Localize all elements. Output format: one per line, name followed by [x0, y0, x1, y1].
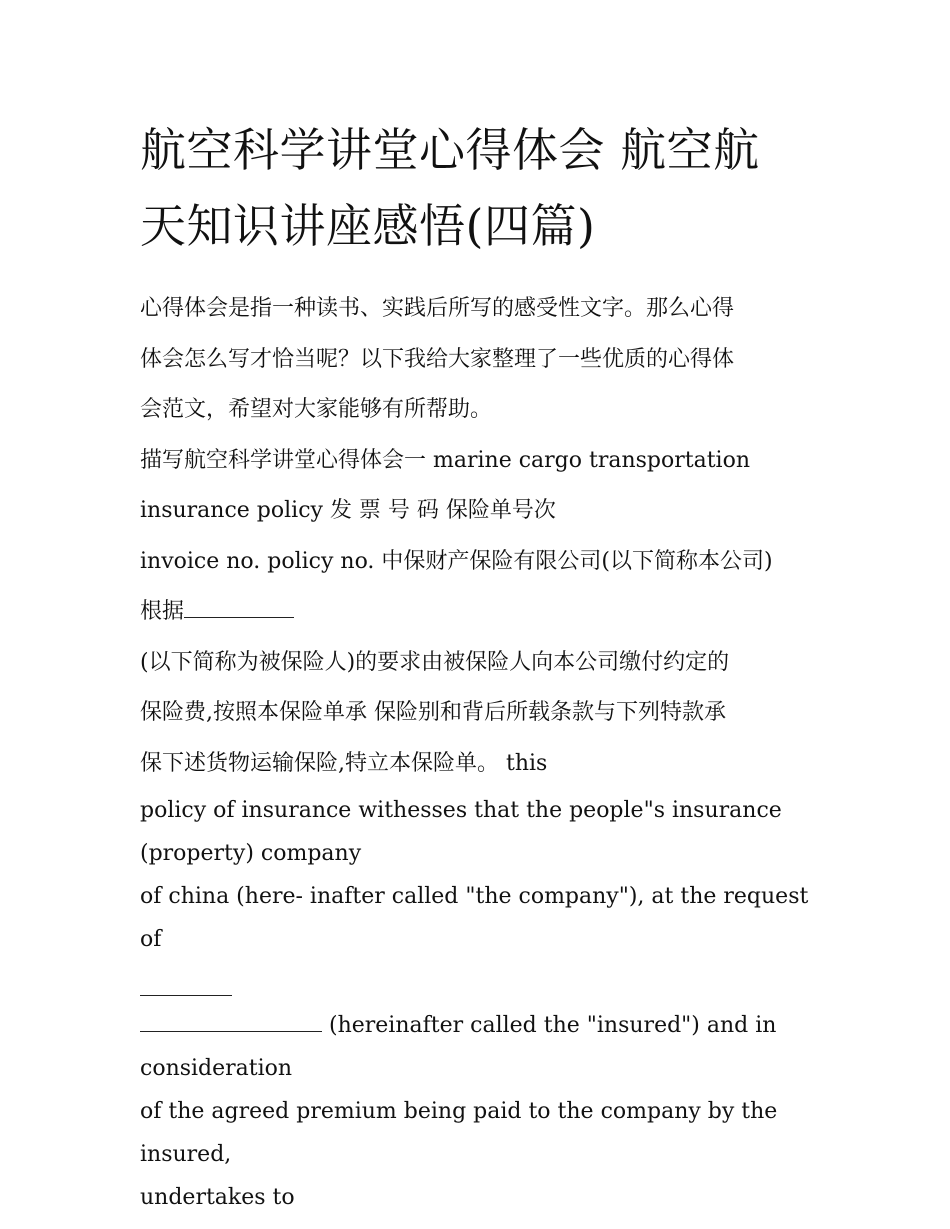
intro-paragraph	[140, 284, 820, 436]
en-body-line-3: of china (here- inafter called "the company"), at the request of	[140, 884, 809, 952]
requester-blank-field	[140, 971, 232, 996]
insurer-name-line: invoice no. policy no. 中保财产保险有限公司(以下简称本公司)	[140, 548, 773, 574]
cn-body-line-2: 保险费,按照本保险单承 保险别和背后所载条款与下列特款承	[140, 700, 726, 725]
policy-header	[140, 436, 820, 790]
en-body-line-1: policy of insurance withesses that the people"s insurance	[140, 798, 782, 823]
intro-line-3: 会范文，希望对大家能够有所帮助。	[140, 397, 493, 422]
en-body-line-2: (property) company	[140, 841, 362, 866]
document-title	[140, 112, 820, 264]
insured-text: (hereinafter called the "insured") and in	[322, 1013, 777, 1038]
basis-line	[140, 587, 820, 638]
document-content	[140, 112, 820, 1219]
basis-label: 根据	[140, 599, 185, 624]
title-line-1: 航空科学讲堂心得体会 航空航	[140, 123, 760, 177]
section-heading-line: 描写航空科学讲堂心得体会一 marine cargo transportation	[140, 447, 751, 473]
cn-body-line-1: (以下简称为被保险人)的要求由被保险人向本公司缴付约定的	[140, 649, 730, 675]
intro-line-1: 心得体会是指一种读书、实践后所写的感受性文字。那么心得	[140, 296, 735, 321]
intro-line-2: 体会怎么写才恰当呢？以下我给大家整理了一些优质的心得体	[140, 346, 735, 372]
requester-blank-line	[140, 961, 820, 1004]
cn-body-line-3: 保下述货物运输保险,特立本保险单。 this	[140, 750, 548, 776]
insured-blank-field	[140, 1007, 322, 1032]
english-clause	[140, 789, 820, 1219]
en-body-line-5: of the agreed premium being paid to the company by the insured,	[140, 1099, 778, 1167]
basis-blank-field	[184, 593, 294, 618]
invoice-policy-number-line: insurance policy 发 票 号 码 保险单号次	[140, 498, 556, 523]
en-body-line-4: consideration	[140, 1056, 293, 1081]
title-line-2: 天知识讲座感悟(四篇)	[140, 199, 596, 253]
insured-line	[140, 1004, 820, 1047]
en-body-line-6: undertakes to	[140, 1185, 295, 1210]
